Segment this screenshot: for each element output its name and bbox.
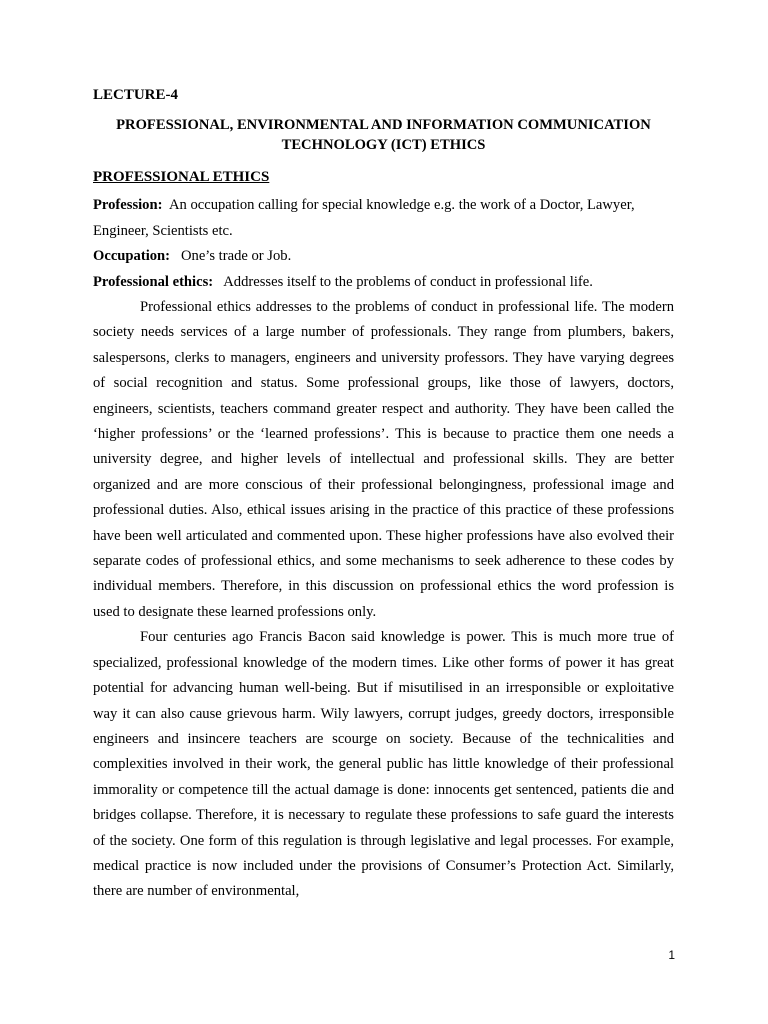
definition-text: Addresses itself to the problems of conduct in professional life. bbox=[223, 273, 593, 290]
definition-term: Profession: bbox=[93, 197, 163, 213]
lecture-label: LECTURE-4 bbox=[93, 87, 179, 103]
section-heading: PROFESSIONAL ETHICS bbox=[93, 169, 270, 185]
definition-profession bbox=[93, 193, 674, 244]
page-number: 1 bbox=[668, 948, 675, 962]
body-paragraph-1: Professional ethics addresses to the problems of conduct in professional life. The modern society needs services of a large number of professionals. They range from plumbers, bakers, salespersons, clerks to managers, engineers and university professors. They have varying degrees of social recognition and status. Some professional groups, like those of lawyers, doctors, engineers, scientists, teachers command greater respect and authority. They have been called the ‘higher professions’ or the ‘learned professions’. This is because to practice them one needs a university degree, and higher levels of intellectual and professional skills. They are better organized and are more conscious of their professional belongingness, professional image and professional duties. Also, ethical issues arising in the practice of this practice of these professions have been well articulated and commented upon. These higher professions have also evolved their separate codes of professional ethics, and some mechanisms to seek adherence to these codes by individual members. Therefore, in this discussion on professional ethics the word profession is used to designate these learned professions only. bbox=[93, 299, 674, 620]
definition-term: Occupation: bbox=[93, 248, 171, 264]
document-title bbox=[93, 116, 674, 155]
definition-professional-ethics bbox=[93, 270, 674, 296]
definition-term: Professional ethics: bbox=[93, 273, 214, 290]
definition-occupation bbox=[93, 244, 674, 270]
definition-text: One’s trade or Job. bbox=[180, 248, 292, 264]
body-paragraph-2: Four centuries ago Francis Bacon said knowledge is power. This is much more true of specialized, professional knowledge of the modern times. Like other forms of power it has great potential for advancing human well-being. But if misutilised in an irresponsible or exploitative way it can also cause grievous harm. Wily lawyers, corrupt judges, greedy doctors, irresponsible engineers and insincere teachers are scourge on society. Because of the technicalities and complexities involved in their work, the general public has little knowledge of their professional immorality or competence till the actual damage is done: innocents get sentenced, patients die and bridges collapse. Therefore, it is necessary to regulate these professions to safe guard the interests of the society. One form of this regulation is through legislative and legal processes. For example, medical practice is now included under the provisions of Consumer’s Protection Act. Similarly, there are number of environmental, bbox=[93, 629, 674, 900]
definition-text: An occupation calling for special knowledge e.g. the work of a Doctor, Lawyer, Engineer, Scientists etc. bbox=[93, 197, 635, 239]
document-title-line-1: PROFESSIONAL, ENVIRONMENTAL AND INFORMATION COMMUNICATION bbox=[116, 117, 651, 133]
document-title-line-2: TECHNOLOGY (ICT) ETHICS bbox=[281, 136, 486, 153]
document-page bbox=[93, 84, 674, 905]
